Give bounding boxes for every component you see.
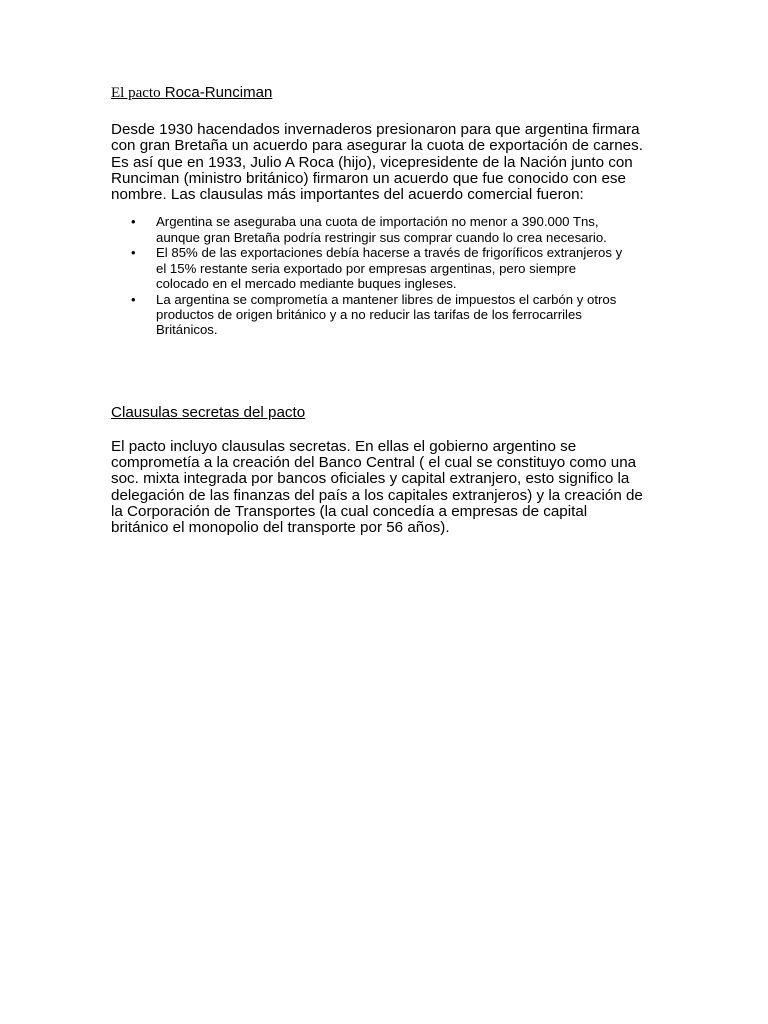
secret-line: delegación de las finanzas del país a los capitales extranjeros) y la creación de [111, 486, 643, 504]
intro-paragraph [111, 122, 671, 203]
clause-line: El 85% de las exportaciones debía hacerse a través de frigoríficos extranjeros y [156, 245, 623, 261]
secret-line: comprometía a la creación del Banco Central ( el cual se constituyo como una [111, 454, 637, 472]
intro-line: Es así que en 1933, Julio A Roca (hijo), vicepresidente de la Nación junto con [111, 153, 633, 171]
clause-line: colocado en el mercado mediante buques ingleses. [156, 276, 457, 292]
secret-line: soc. mixta integrada por bancos oficiales y capital extranjero, esto significo la [111, 470, 630, 488]
section-subtitle: Clausulas secretas del pacto [111, 403, 306, 421]
clause-line: Británicos. [156, 322, 218, 338]
title-part-2: Roca-Runciman [164, 84, 273, 101]
intro-line: con gran Bretaña un acuerdo para asegurar la cuota de exportación de carnes. [111, 137, 643, 155]
secret-line: la Corporación de Transportes (la cual concedía a empresas de capital [111, 502, 588, 520]
intro-line: Runciman (ministro británico) firmaron un acuerdo que fue conocido con ese [111, 169, 626, 187]
secret-clauses-paragraph [111, 439, 671, 537]
secret-line: británico el monopolio del transporte por 56 años). [111, 519, 450, 537]
bullet-icon: • [131, 245, 136, 261]
document-title [111, 83, 671, 103]
bullet-icon: • [131, 291, 136, 307]
clause-item [111, 245, 671, 291]
clause-line: aunque gran Bretaña podría restringir sus comprar cuando lo crea necesario. [156, 229, 607, 245]
clause-line: el 15% restante seria exportado por empresas argentinas, pero siempre [156, 260, 577, 276]
intro-line: nombre. Las clausulas más importantes del acuerdo comercial fueron: [111, 186, 584, 204]
clause-line: Argentina se aseguraba una cuota de importación no menor a 390.000 Tns, [156, 214, 599, 230]
bullet-icon: • [131, 214, 136, 230]
document-page [111, 83, 671, 537]
clause-line: productos de origen británico y a no reducir las tarifas de los ferrocarriles [156, 306, 582, 322]
title-part-1: El pacto [111, 85, 161, 101]
clause-item [111, 214, 671, 245]
clause-line: La argentina se comprometía a mantener libres de impuestos el carbón y otros [156, 291, 617, 307]
clauses-list [111, 214, 671, 337]
intro-line: Desde 1930 hacendados invernaderos presionaron para que argentina firmara [111, 121, 640, 138]
clause-item [111, 292, 671, 338]
secret-line: El pacto incluyo clausulas secretas. En ellas el gobierno argentino se [111, 437, 577, 455]
